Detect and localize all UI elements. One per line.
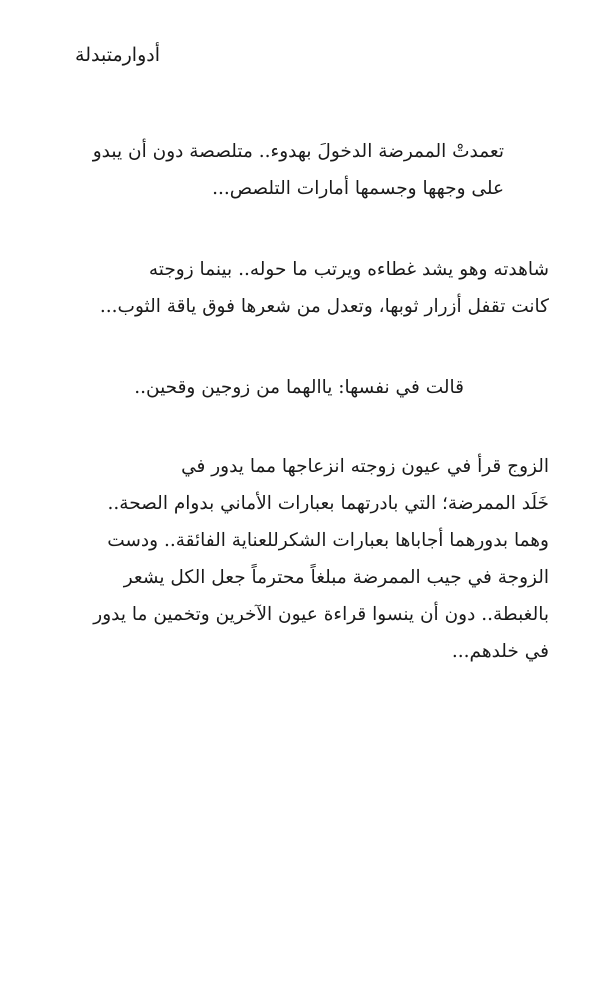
paragraph-4-line-6: في خلدهم... xyxy=(451,641,549,662)
paragraph-1-line-2: على وجهها وجسمها أمارات التلصص... xyxy=(212,178,504,199)
document-title: أدوارمتبدلة xyxy=(75,44,160,66)
paragraph-1 xyxy=(40,133,504,207)
paragraph-4-line-2: خَلَد الممرضة؛ التي بادرتهما بعبارات الأماني بدوام الصحة.. xyxy=(107,493,549,514)
paragraph-4 xyxy=(39,448,549,670)
paragraph-1-line-1: تعمدتْ الممرضة الدخولَ بهدوء.. متلصصة دون أن يبدو xyxy=(92,141,504,162)
paragraph-3 xyxy=(44,369,464,406)
paragraph-3-line-1: قالت في نفسها: ياالهما من زوجين وقحين.. xyxy=(134,377,464,398)
paragraph-2-line-1: شاهدته وهو يشد غطاءه ويرتب ما حوله.. بينما زوجته xyxy=(148,259,549,280)
paragraph-2-line-2: كانت تقفل أزرار ثوبها، وتعدل من شعرها فوق ياقة الثوب... xyxy=(99,296,549,317)
paragraph-4-line-1: الزوج قرأ في عيون زوجته انزعاجها مما يدور في xyxy=(181,456,549,477)
paragraph-2 xyxy=(49,251,549,325)
paragraph-4-line-4: الزوجة في جيب الممرضة مبلغاً محترماً جعل الكل يشعر xyxy=(123,567,549,588)
paragraph-4-line-3: وهما بدورهما أجاباها بعبارات الشكرللعناية الفائقة.. ودست xyxy=(107,530,549,551)
paragraph-4-line-5: بالغبطة.. دون أن ينسوا قراءة عيون الآخرين وتخمين ما يدور xyxy=(93,604,549,625)
